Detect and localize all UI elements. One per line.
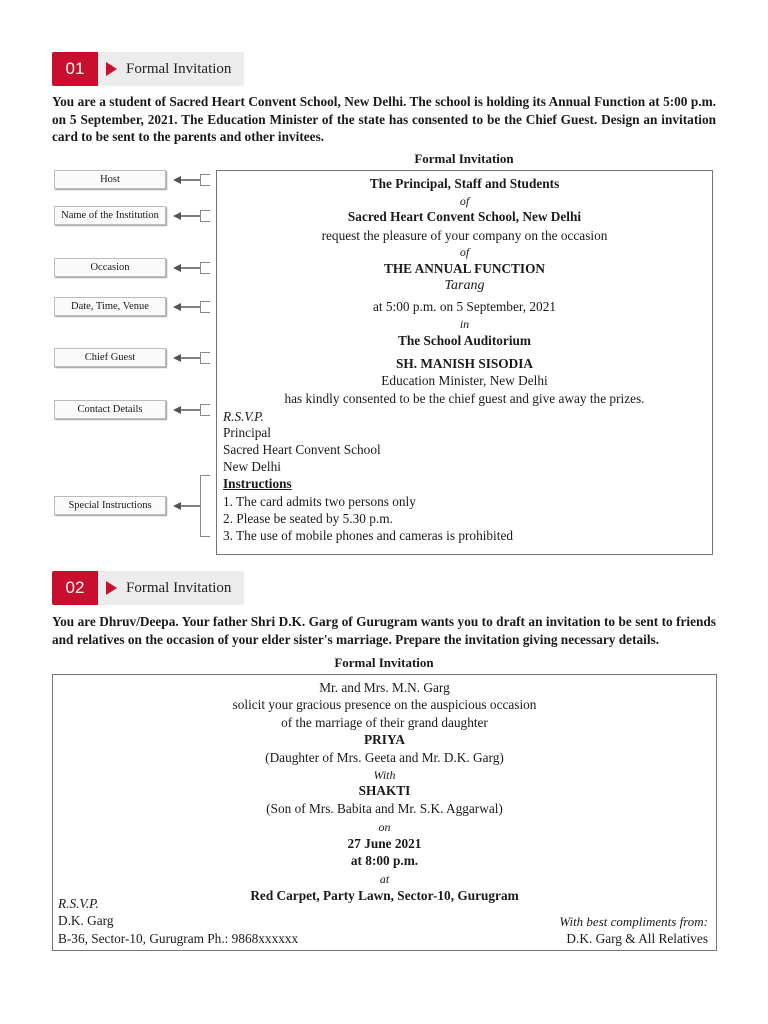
bracket-mark — [200, 301, 210, 313]
card1-event-name: Tarang — [444, 278, 485, 293]
arrow-left-icon — [173, 501, 201, 511]
section-1-prompt: You are a student of Sacred Heart Convent School, New Delhi. The school is holding its Annual Function at 5:00 p.m. on 5 September, 2021. The Education Minister of the state has consented to be the Chief Guest. Design an invitation card to be sent to the parents and other invitees. — [52, 94, 716, 144]
card1-date-time: at 5:00 p.m. on 5 September, 2021 — [372, 299, 556, 314]
section-2-number: 02 — [52, 571, 98, 605]
card1-request: request the pleasure of your company on the occasion — [321, 228, 608, 243]
section-1-caption: Formal Invitation — [414, 151, 514, 166]
card1-guest-title: Education Minister, New Delhi — [381, 373, 548, 388]
label-occasion: Occasion — [54, 258, 166, 277]
card1-chief-guest: SH. MANISH SISODIA — [395, 356, 534, 371]
bracket-mark — [200, 404, 210, 416]
arrow-left-icon — [173, 211, 201, 221]
card1-in: in — [459, 317, 470, 331]
bracket-instructions — [200, 475, 210, 537]
card2-solicit: solicit your gracious presence on the auspicious occasion — [232, 697, 537, 712]
play-arrow-icon — [106, 62, 117, 76]
card2-at: at — [379, 872, 390, 886]
card1-rsvp: R.S.V.P. — [223, 409, 264, 424]
card1-instruction-3: 3. The use of mobile phones and cameras is prohibited — [223, 528, 513, 543]
card1-occasion: THE ANNUAL FUNCTION — [383, 261, 546, 276]
card1-consent: has kindly consented to be the chief guest and give away the prizes. — [284, 391, 645, 406]
label-contact-details: Contact Details — [54, 400, 166, 419]
card2-bride: PRIYA — [364, 732, 405, 747]
card1-instructions-heading: Instructions — [223, 476, 292, 491]
section-1-number: 01 — [52, 52, 98, 86]
bracket-mark — [200, 262, 210, 274]
card2-time: at 8:00 p.m. — [350, 853, 419, 868]
arrow-left-icon — [173, 263, 201, 273]
card1-of-2: of — [459, 245, 470, 259]
card1-institution: Sacred Heart Convent School, New Delhi — [347, 209, 582, 224]
card1-of: of — [459, 194, 470, 208]
arrow-left-icon — [173, 302, 201, 312]
card2-marriage: of the marriage of their grand daughter — [281, 715, 488, 730]
card1-instruction-1: 1. The card admits two persons only — [223, 494, 416, 509]
card1-venue: The School Auditorium — [398, 333, 531, 348]
card1-host: The Principal, Staff and Students — [369, 176, 560, 191]
section-2-caption: Formal Invitation — [334, 655, 434, 670]
invitation-card-1 — [216, 170, 713, 555]
card2-groom: SHAKTI — [358, 783, 411, 798]
section-1-title: Formal Invitation — [126, 60, 232, 77]
label-date-time-venue: Date, Time, Venue — [54, 297, 166, 316]
card2-compliments: With best compliments from: — [559, 914, 708, 929]
label-institution: Name of the Institution — [54, 206, 166, 225]
arrow-left-icon — [173, 405, 201, 415]
card1-rsvp-line1: Principal — [223, 425, 272, 440]
card1-rsvp-line3: New Delhi — [223, 459, 281, 474]
card2-rsvp-address: B-36, Sector-10, Gurugram Ph.: 9868xxxxxx — [58, 931, 299, 946]
section-2-prompt: You are Dhruv/Deepa. Your father Shri D.K. Garg of Gurugram wants you to draft an invitation to be sent to friends and relatives on the occasion of your elder sister's marriage. Prepare the invitation giving necessary details. — [52, 614, 716, 647]
card2-rsvp-name: D.K. Garg — [58, 913, 114, 928]
card1-rsvp-line2: Sacred Heart Convent School — [223, 442, 381, 457]
card2-with: With — [373, 768, 396, 782]
card2-groom-parents: (Son of Mrs. Babita and Mr. S.K. Aggarwal) — [266, 801, 503, 816]
invitation-card-2 — [52, 674, 717, 951]
card1-instruction-2: 2. Please be seated by 5.30 p.m. — [223, 511, 393, 526]
arrow-left-icon — [173, 175, 201, 185]
card2-on: on — [378, 820, 391, 834]
section-2-title: Formal Invitation — [126, 579, 232, 596]
card2-venue: Red Carpet, Party Lawn, Sector-10, Gurugram — [250, 888, 519, 903]
label-host: Host — [54, 170, 166, 189]
card2-rsvp: R.S.V.P. — [58, 896, 99, 911]
section-1-header — [52, 52, 244, 86]
label-chief-guest: Chief Guest — [54, 348, 166, 367]
card2-compliments-from: D.K. Garg & All Relatives — [566, 931, 708, 946]
play-arrow-icon — [106, 581, 117, 595]
label-special-instructions: Special Instructions — [54, 496, 166, 515]
section-2-header — [52, 571, 244, 605]
card2-hosts: Mr. and Mrs. M.N. Garg — [319, 680, 450, 695]
bracket-mark — [200, 174, 210, 186]
card2-bride-parents: (Daughter of Mrs. Geeta and Mr. D.K. Garg) — [265, 750, 504, 765]
arrow-left-icon — [173, 353, 201, 363]
bracket-mark — [200, 210, 210, 222]
card2-date: 27 June 2021 — [347, 836, 422, 851]
bracket-mark — [200, 352, 210, 364]
